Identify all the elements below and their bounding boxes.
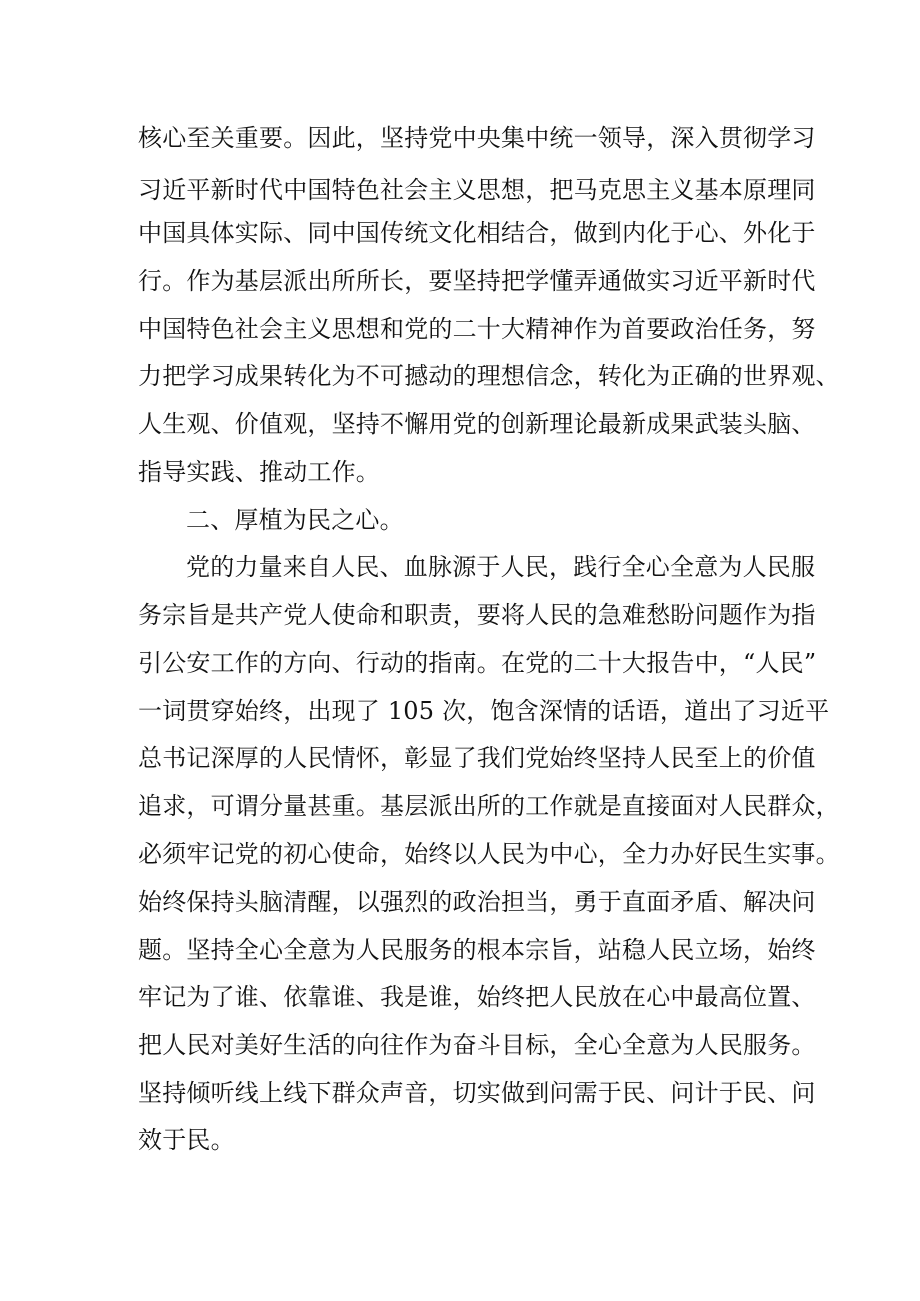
paragraph-1-line: 指导实践、推动工作。 bbox=[138, 458, 380, 486]
paragraph-2-line: 把人民对美好生活的向往作为奋斗目标，全心全意为人民服务。 bbox=[138, 1031, 816, 1059]
paragraph-2-line: 引公安工作的方向、行动的指南。在党的二十大报告中，“人民” bbox=[138, 649, 817, 677]
paragraph-1-line: 中国具体实际、同中国传统文化相结合，做到内化于心、外化于 bbox=[138, 219, 816, 247]
paragraph-2-line: 务宗旨是共产党人使命和职责，要将人民的急难愁盼问题作为指 bbox=[138, 601, 816, 629]
paragraph-1-line: 核心至关重要。因此，坚持党中央集中统一领导，深入贯彻学习 bbox=[138, 124, 816, 152]
paragraph-2-line: 总书记深厚的人民情怀，彰显了我们党始终坚持人民至上的价值 bbox=[138, 744, 816, 772]
paragraph-2-line: 题。坚持全心全意为人民服务的根本宗旨，站稳人民立场，始终 bbox=[138, 936, 816, 964]
paragraph-2-line: 牢记为了谁、依靠谁、我是谁，始终把人民放在心中最高位置、 bbox=[138, 983, 816, 1011]
paragraph-2-line: 必须牢记党的初心使命，始终以人民为中心，全力办好民生实事。 bbox=[138, 840, 840, 868]
paragraph-1-line: 习近平新时代中国特色社会主义思想，把马克思主义基本原理同 bbox=[138, 176, 816, 204]
paragraph-1-line: 中国特色社会主义思想和党的二十大精神作为首要政治任务，努 bbox=[138, 315, 816, 343]
paragraph-2-line: 坚持倾听线上线下群众声音，切实做到问需于民、问计于民、问 bbox=[138, 1079, 816, 1107]
paragraph-2-line: 效于民。 bbox=[138, 1126, 235, 1154]
paragraph-2-line: 党的力量来自人民、血脉源于人民，践行全心全意为人民服 bbox=[186, 553, 816, 581]
section-heading: 二、厚植为民之心。 bbox=[186, 506, 404, 534]
paragraph-1-line: 行。作为基层派出所所长，要坚持把学懂弄通做实习近平新时代 bbox=[138, 267, 816, 295]
paragraph-2-line: 始终保持头脑清醒，以强烈的政治担当，勇于直面矛盾、解决问 bbox=[138, 888, 816, 916]
paragraph-2-line: 追求，可谓分量甚重。基层派出所的工作就是直接面对人民群众， bbox=[138, 792, 840, 820]
paragraph-1-line: 人生观、价值观，坚持不懈用党的创新理论最新成果武装头脑、 bbox=[138, 410, 816, 438]
paragraph-2-line: 一词贯穿始终，出现了 105 次，饱含深情的话语，道出了习近平 bbox=[138, 697, 830, 725]
paragraph-1-line: 力把学习成果转化为不可撼动的理想信念，转化为正确的世界观、 bbox=[138, 362, 840, 390]
